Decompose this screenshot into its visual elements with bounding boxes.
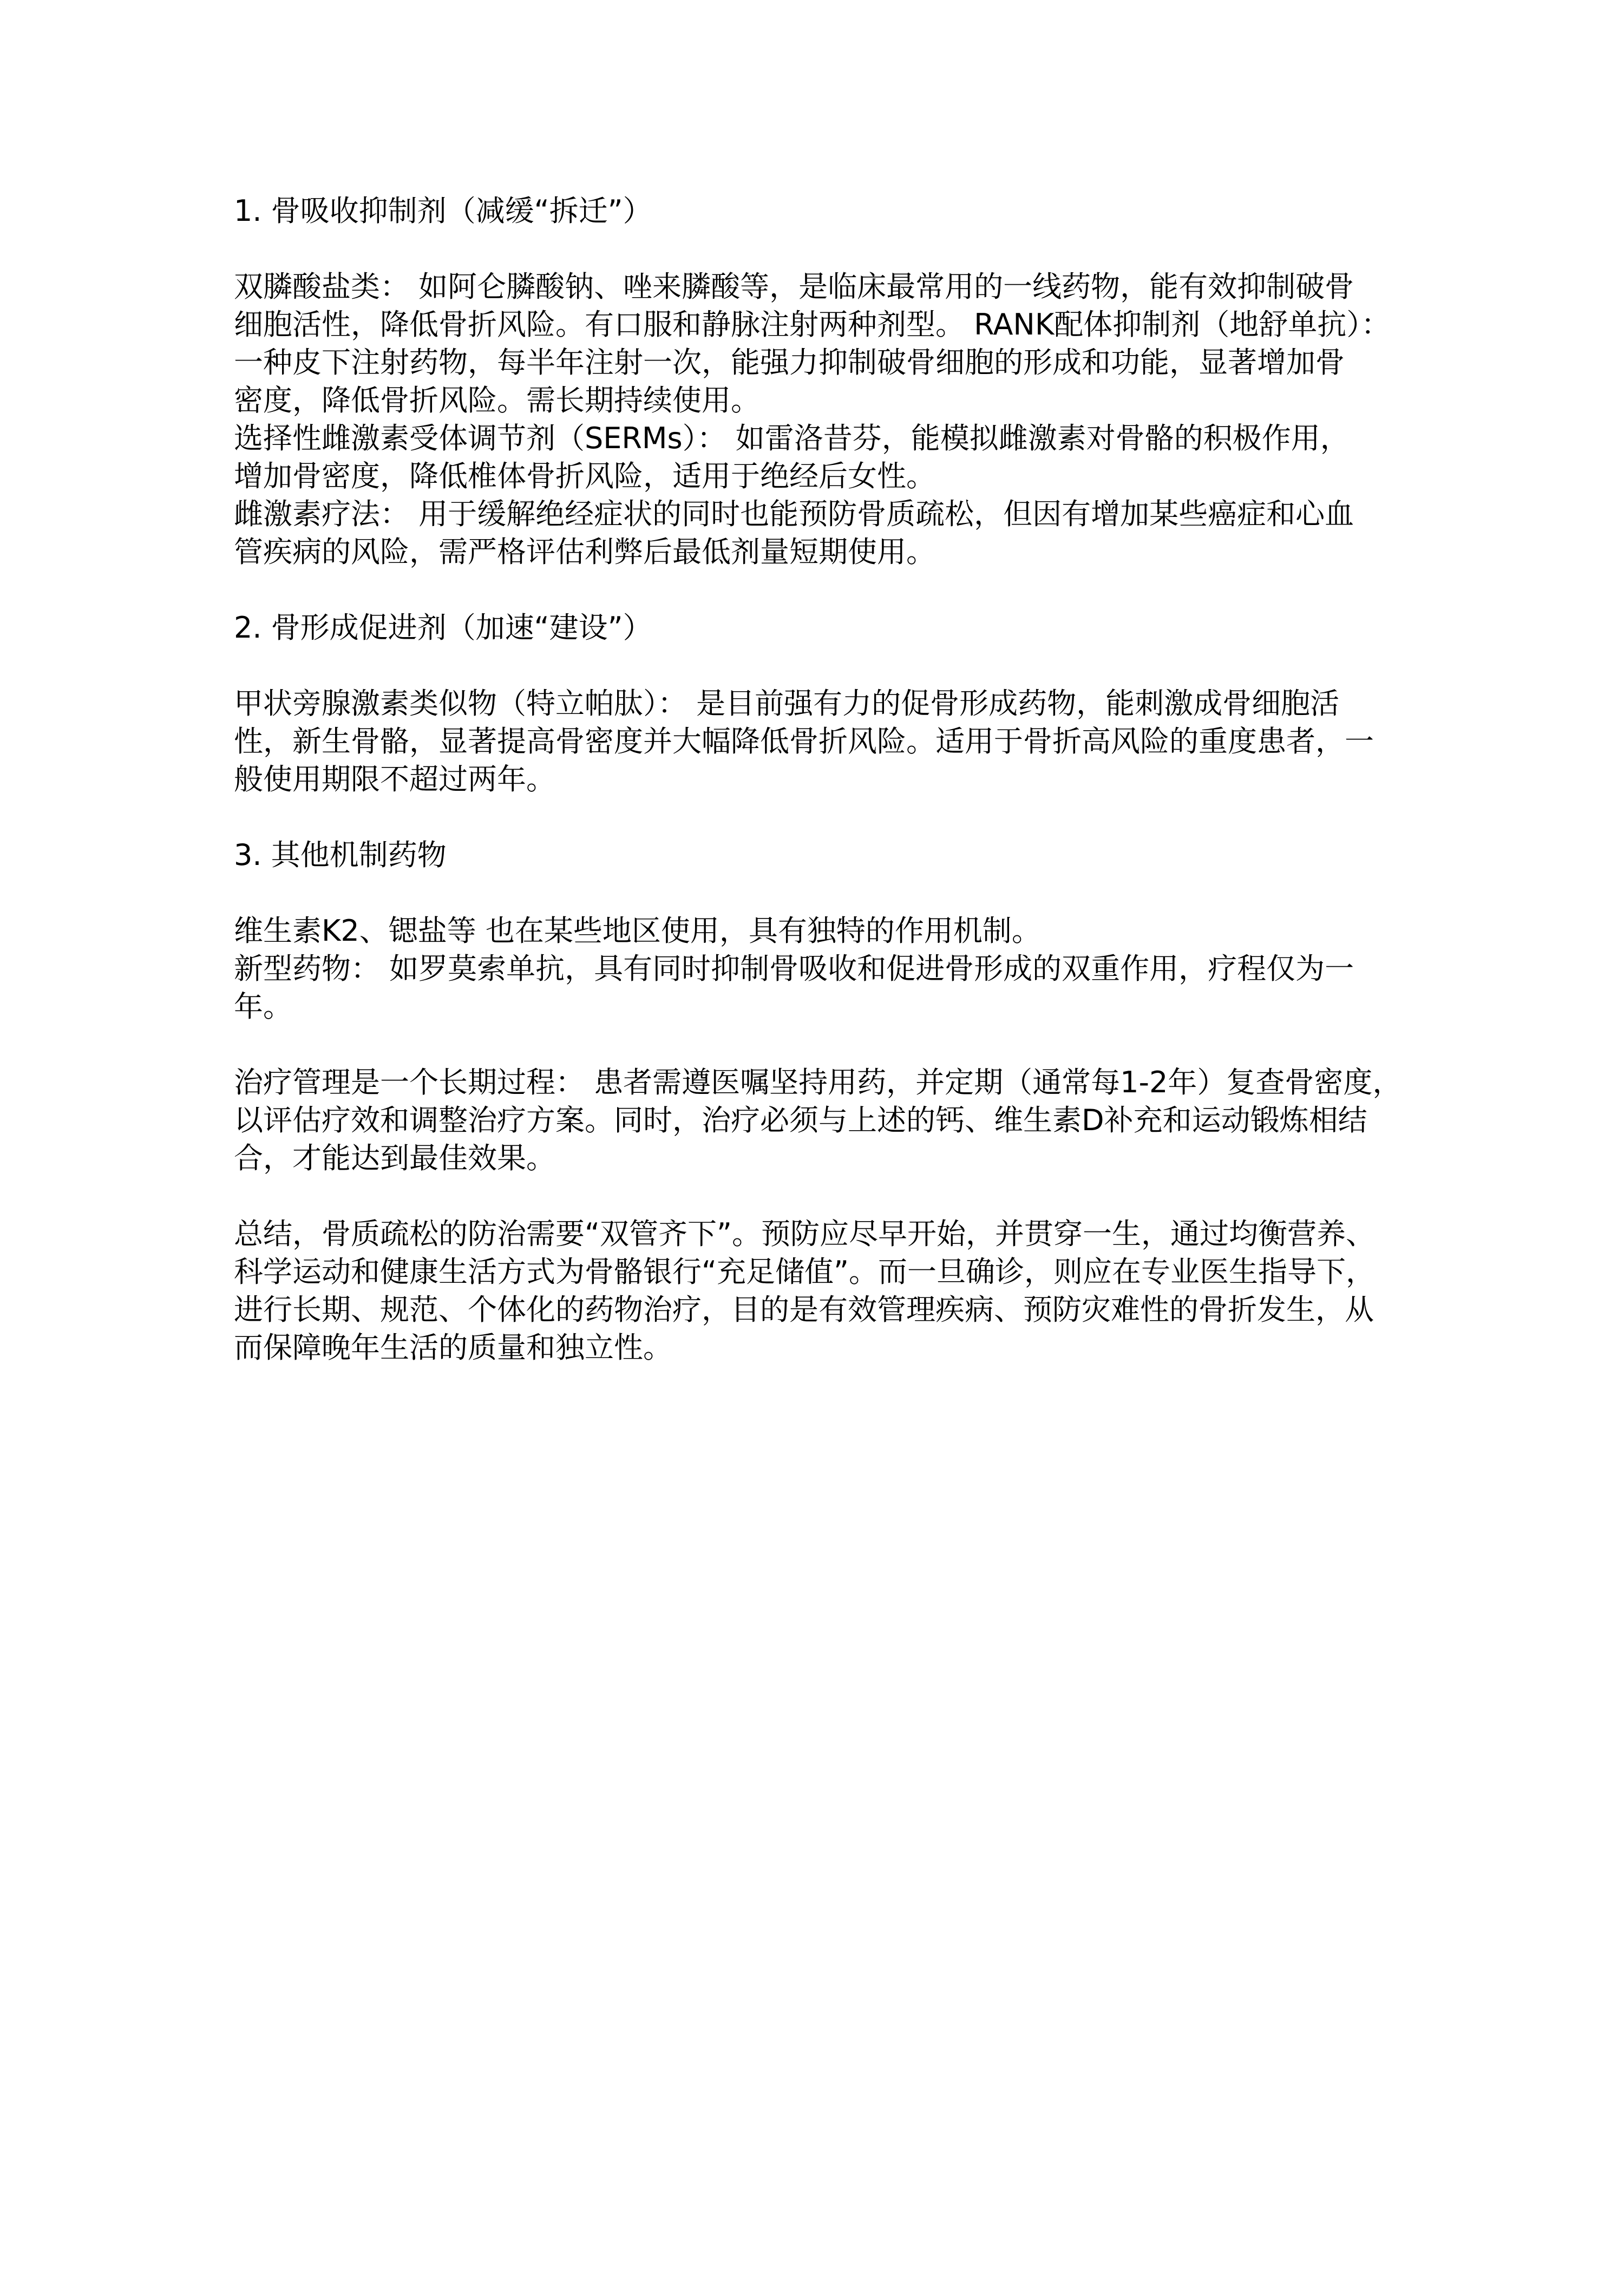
summary-paragraph (234, 1215, 1414, 1367)
paragraph-gap (234, 647, 1414, 685)
paragraph-gap (234, 798, 1414, 836)
text-line: 密度，降低骨折风险。需长期持续使用。 (234, 383, 760, 417)
treatment-management-paragraph (234, 1064, 1414, 1177)
text-line: 般使用期限不超过两年。 (234, 762, 555, 796)
section-heading: 2. 骨形成促进剂（加速“建设”） (234, 611, 652, 645)
text-line: 新型药物： 如罗莫索单抗，具有同时抑制骨吸收和促进骨形成的双重作用，疗程仅为一 (234, 952, 1354, 986)
text-line: 性，新生骨骼，显著提高骨密度并大幅降低骨折风险。适用于骨折高风险的重度患者，一 (234, 724, 1374, 758)
document-body (234, 192, 1414, 1367)
paragraph-gap (234, 571, 1414, 609)
section-bone-resorption-inhibitors (234, 192, 1414, 571)
paragraph-gap (234, 1177, 1414, 1215)
section-heading: 3. 其他机制药物 (234, 838, 447, 872)
text-line: 双膦酸盐类： 如阿仑膦酸钠、唑来膦酸等，是临床最常用的一线药物，能有效抑制破骨 (234, 270, 1354, 304)
text-line: 选择性雌激素受体调节剂（SERMs）： 如雷洛昔芬，能模拟雌激素对骨骼的积极作用， (234, 421, 1350, 455)
paragraph-gap (234, 874, 1414, 912)
text-line: 总结，骨质疏松的防治需要“双管齐下”。预防应尽早开始，并贯穿一生，通过均衡营养、 (234, 1217, 1375, 1251)
text-line: 进行长期、规范、个体化的药物治疗，目的是有效管理疾病、预防灾难性的骨折发生，从 (234, 1293, 1374, 1327)
text-line: 科学运动和健康生活方式为骨骼银行“充足储值”。而一旦确诊，则应在专业医生指导下， (234, 1255, 1375, 1289)
section-bone-formation-promoters (234, 609, 1414, 798)
text-line: 合，才能达到最佳效果。 (234, 1141, 555, 1175)
text-line: 以评估疗效和调整治疗方案。同时，治疗必须与上述的钙、维生素D补充和运动锻炼相结 (234, 1103, 1367, 1137)
text-line: 增加骨密度，降低椎体骨折风险，适用于绝经后女性。 (234, 459, 935, 493)
text-line: 而保障晚年生活的质量和独立性。 (234, 1330, 672, 1365)
text-line: 治疗管理是一个长期过程： 患者需遵医嘱坚持用药，并定期（通常每1-2年）复查骨密度， (234, 1065, 1402, 1099)
section-heading: 1. 骨吸收抑制剂（减缓“拆迁”） (234, 194, 652, 228)
text-line: 细胞活性，降低骨折风险。有口服和静脉注射两种剂型。 RANK配体抑制剂（地舒单抗）： (234, 307, 1391, 342)
paragraph-gap (234, 1026, 1414, 1064)
text-line: 一种皮下注射药物，每半年注射一次，能强力抑制破骨细胞的形成和功能，显著增加骨 (234, 345, 1345, 379)
text-line: 维生素K2、锶盐等 也在某些地区使用，具有独特的作用机制。 (234, 914, 1041, 948)
paragraph-gap (234, 230, 1414, 268)
text-line: 甲状旁腺激素类似物（特立帕肽）： 是目前强有力的促骨形成药物，能刺激成骨细胞活 (234, 686, 1340, 720)
text-line: 雌激素疗法： 用于缓解绝经症状的同时也能预防骨质疏松，但因有增加某些癌症和心血 (234, 497, 1354, 531)
text-line: 管疾病的风险，需严格评估利弊后最低剂量短期使用。 (234, 535, 935, 569)
section-other-mechanism-drugs (234, 836, 1414, 1026)
text-line: 年。 (234, 989, 292, 1024)
